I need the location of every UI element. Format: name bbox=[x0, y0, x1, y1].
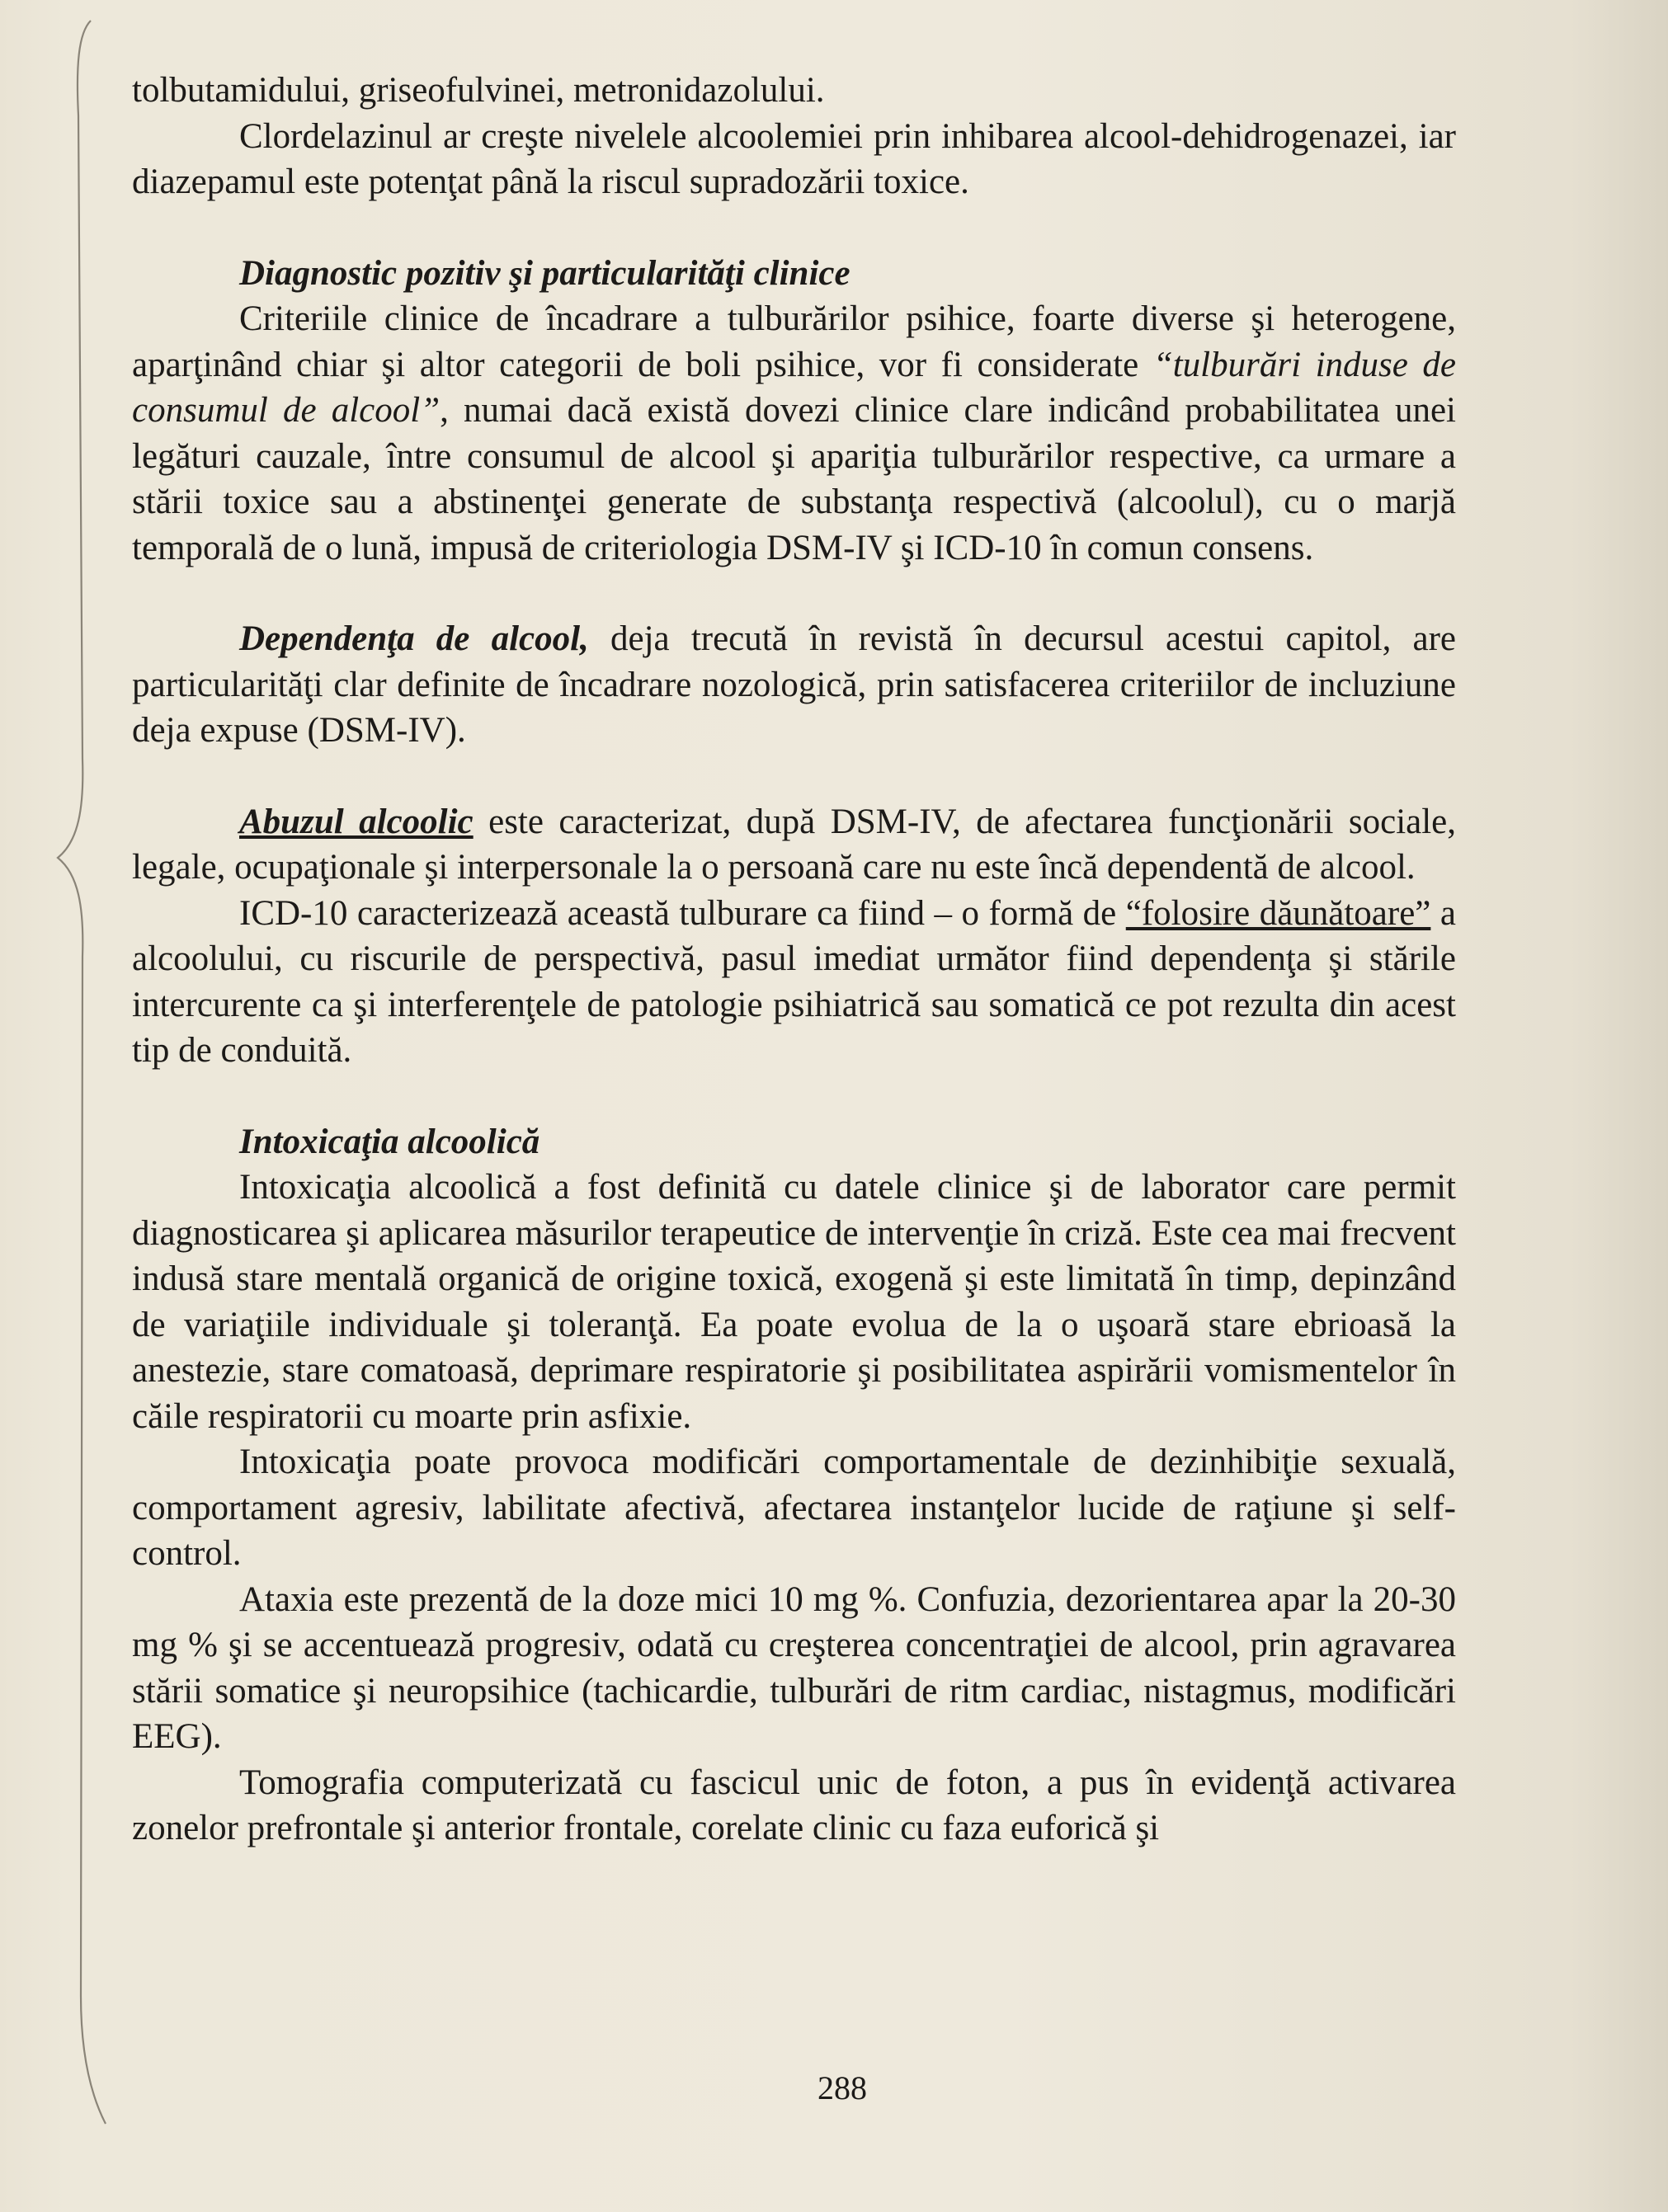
paragraph-ataxia: Ataxia este prezentă de la doze mici 10 mg %. Confuzia, dezorientarea apar la 20-30 mg % şi se accentuează progresiv, odată cu creşterea concentraţiei de alcool, prin agravarea stării somatice şi neuropsihice (tachicardie, tulburări de ritm cardiac, nistagmus, modificări EEG). bbox=[132, 1579, 1456, 1756]
paragraph-icd10-text-b: a alcoolului, cu riscurile de perspectivă, pasul imediat următor fiind dependenţa şi stările intercurente ca şi interferenţele de patologie psihiatrică sau somatică ce pot rezulta din acest tip de conduită. bbox=[132, 893, 1456, 1070]
paragraph-icd10 bbox=[132, 891, 1456, 1074]
paragraph-criteria-text-b: , numai dacă există dovezi clinice clare indicând probabilitatea unei legături cauzale, între consumul de alcool şi apariţia tulburărilor respective, ca urmare a stării toxice sau a abstinenţei generate de substanţa respectivă (alcoolul), cu o marjă temporală de o lună, impusă de criteriologia DSM-IV şi ICD-10 în comun consens. bbox=[132, 391, 1456, 567]
paragraph-intoxication-definition: Intoxicaţia alcoolică a fost definită cu datele clinice şi de laborator care permit diagnosticarea şi aplicarea măsurilor terapeutice de intervenţie în criză. Este cea mai frecvent indusă stare mentală organică de origine toxică, exogenă şi este limitată în timp, depinzând de variaţiile individuale şi toleranţă. Ea poate evolua de la o uşoară stare ebrioasă la anestezie, stare comatoasă, deprimare respiratorie şi posibilitatea aspirării vomismentelor în căile respiratorii cu moarte prin asfixie. bbox=[132, 1168, 1456, 1436]
paragraph-intoxication-behaviour: Intoxicaţia poate provoca modificări comportamentale de dezinhibiţie sexuală, comportament agresiv, labilitate afectivă, afectarea instanţelor lucide de raţiune şi self-control. bbox=[132, 1443, 1456, 1573]
section-heading-intoxication: Intoxicaţia alcoolică bbox=[239, 1122, 540, 1161]
paragraph-clordelazin: Clordelazinul ar creşte nivelele alcoolemiei prin inhibarea alcool-dehidrogenazei, iar diazepamul este potenţat până la riscul supradozării toxice. bbox=[132, 116, 1456, 201]
paragraph-continuation: tolbutamidului, griseofulvinei, metronidazolului. bbox=[132, 71, 825, 110]
body-text bbox=[132, 68, 1456, 1852]
paragraph-criteria-text-a: Criteriile clinice de încadrare a tulburărilor psihice, foarte diverse şi heterogene, aparţinând chiar şi altor categorii de boli psihice, vor fi considerate bbox=[132, 299, 1456, 384]
term-abuse: Abuzul alcoolic bbox=[239, 802, 474, 841]
paragraph-dependence bbox=[132, 616, 1456, 754]
paragraph-criteria bbox=[132, 296, 1456, 571]
page-number: 288 bbox=[818, 2069, 867, 2106]
term-harmful-use: “folosire dăunătoare” bbox=[1125, 893, 1431, 933]
paragraph-icd10-text-a: ICD-10 caracterizează această tulburare ca fiind – o formă de bbox=[239, 893, 1126, 933]
section-heading-diagnostic: Diagnostic pozitiv şi particularităţi clinice bbox=[239, 253, 850, 293]
paragraph-dependence-text: deja trecută în revistă în decursul acestui capitol, are particularităţi clar definite de încadrare nozologică, prin satisfacerea criteriilor de incluziune deja expuse (DSM-IV). bbox=[132, 619, 1457, 750]
margin-bracket-mark bbox=[33, 16, 107, 2128]
paragraph-tomography: Tomografia computerizată cu fascicul unic de foton, a pus în evidenţă activarea zonelor prefrontale şi anterior frontale, corelate clinic cu faza euforică şi bbox=[132, 1763, 1456, 1847]
paragraph-abuse-text: este caracterizat, după DSM-IV, de afectarea funcţionării sociale, legale, ocupaţionale şi interpersonale la o persoană care nu este încă dependentă de alcool. bbox=[132, 802, 1457, 887]
paragraph-criteria-term: “tulburări induse de consumul de alcool” bbox=[132, 345, 1456, 430]
paragraph-abuse bbox=[132, 799, 1456, 891]
term-dependence: Dependenţa de alcool, bbox=[239, 619, 589, 658]
